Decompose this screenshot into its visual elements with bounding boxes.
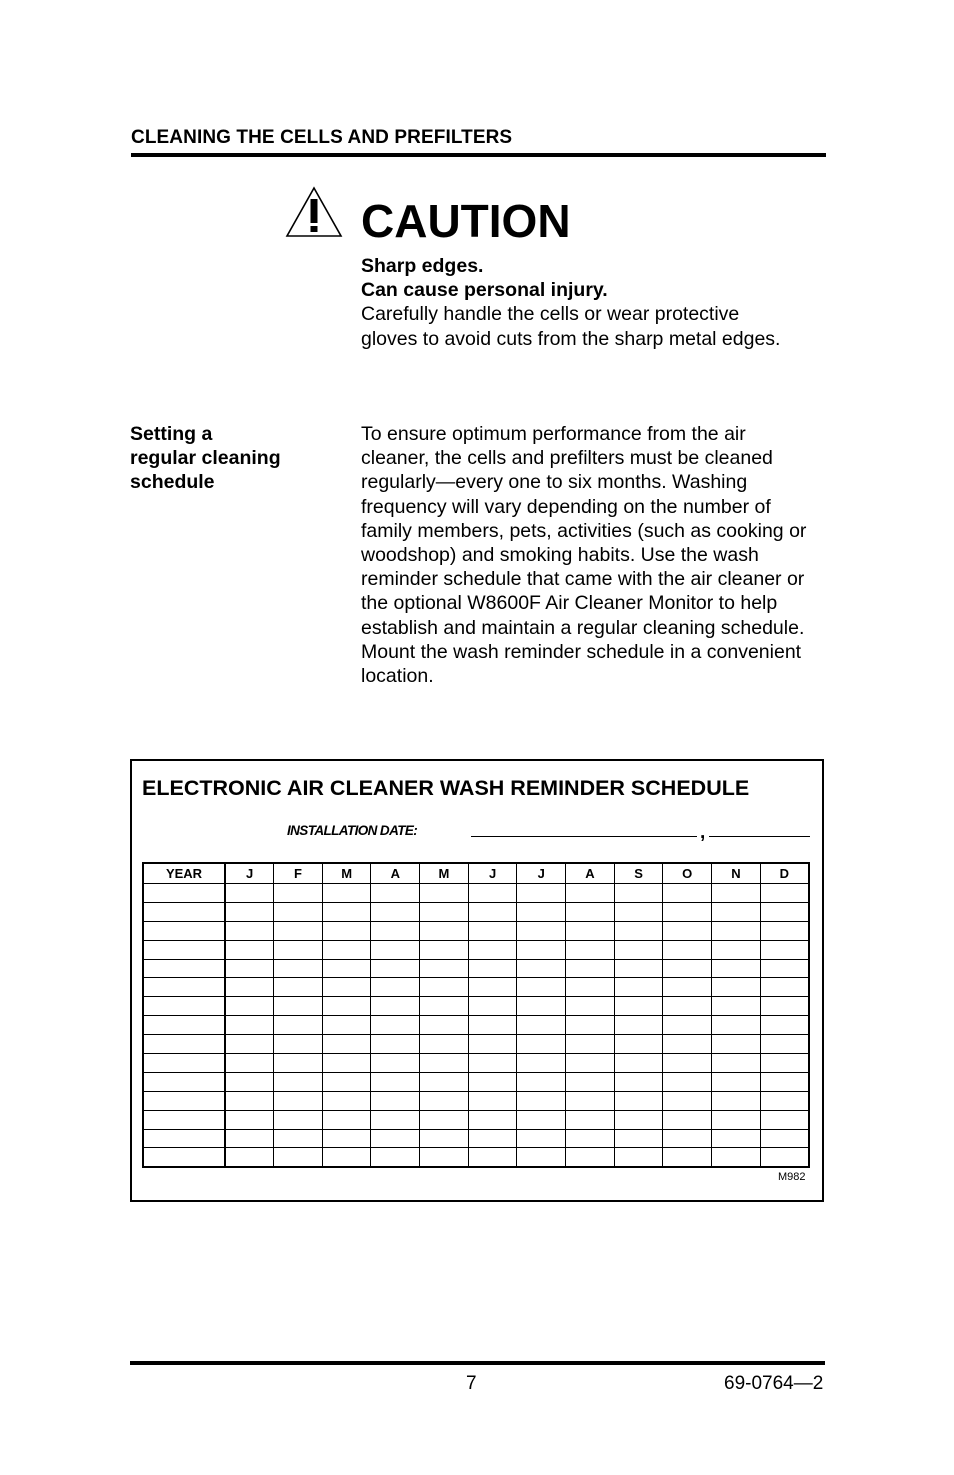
schedule-title: ELECTRONIC AIR CLEANER WASH REMINDER SCHEDULE [142, 776, 750, 800]
month-cell[interactable] [468, 1072, 517, 1091]
month-cell[interactable] [614, 921, 663, 940]
month-cell[interactable] [517, 1110, 566, 1129]
month-cell[interactable] [566, 1016, 615, 1035]
month-cell[interactable] [274, 940, 323, 959]
month-cell[interactable] [225, 1035, 274, 1054]
month-cell[interactable] [760, 902, 809, 921]
month-cell[interactable] [663, 1035, 712, 1054]
year-cell[interactable] [143, 921, 225, 940]
month-cell[interactable] [760, 959, 809, 978]
month-cell[interactable] [420, 997, 469, 1016]
month-cell[interactable] [712, 1129, 761, 1148]
month-cell[interactable] [614, 997, 663, 1016]
month-cell[interactable] [274, 1054, 323, 1073]
month-cell[interactable] [517, 959, 566, 978]
header-row [143, 863, 809, 884]
month-cell[interactable] [712, 921, 761, 940]
month-cell[interactable] [712, 997, 761, 1016]
date-comma: , [700, 822, 706, 843]
month-cell[interactable] [760, 1129, 809, 1148]
table-row [143, 1016, 809, 1035]
col-mar: M [322, 863, 371, 884]
month-cell[interactable] [420, 1072, 469, 1091]
month-cell[interactable] [274, 1129, 323, 1148]
month-cell[interactable] [760, 884, 809, 903]
month-cell[interactable] [371, 1072, 420, 1091]
month-cell[interactable] [614, 1129, 663, 1148]
month-cell[interactable] [712, 1110, 761, 1129]
month-cell[interactable] [663, 921, 712, 940]
month-cell[interactable] [468, 1110, 517, 1129]
month-cell[interactable] [420, 1035, 469, 1054]
month-cell[interactable] [371, 1110, 420, 1129]
schedule-grid [142, 862, 810, 1168]
month-cell[interactable] [468, 1016, 517, 1035]
year-cell[interactable] [143, 940, 225, 959]
month-cell[interactable] [225, 940, 274, 959]
month-cell[interactable] [712, 978, 761, 997]
month-cell[interactable] [663, 940, 712, 959]
section-title: CLEANING THE CELLS AND PREFILTERS [131, 127, 513, 148]
col-dec: D [760, 863, 809, 884]
month-cell[interactable] [760, 1072, 809, 1091]
month-cell[interactable] [614, 1016, 663, 1035]
month-cell[interactable] [517, 940, 566, 959]
col-oct: O [663, 863, 712, 884]
month-cell[interactable] [322, 1035, 371, 1054]
col-nov: N [712, 863, 761, 884]
month-cell[interactable] [566, 1054, 615, 1073]
month-cell[interactable] [468, 1148, 517, 1167]
figure-code: M982 [778, 1171, 806, 1183]
table-row [143, 959, 809, 978]
month-cell[interactable] [468, 978, 517, 997]
month-cell[interactable] [663, 1054, 712, 1073]
month-cell[interactable] [225, 884, 274, 903]
month-cell[interactable] [371, 884, 420, 903]
month-cell[interactable] [712, 959, 761, 978]
month-cell[interactable] [517, 1035, 566, 1054]
side-heading: Setting a regular cleaning schedule [130, 423, 281, 494]
table-row [143, 997, 809, 1016]
year-cell[interactable] [143, 997, 225, 1016]
doc-number: 69-0764—2 [724, 1373, 824, 1394]
month-cell[interactable] [566, 1072, 615, 1091]
month-cell[interactable] [371, 997, 420, 1016]
month-cell[interactable] [420, 978, 469, 997]
month-cell[interactable] [517, 884, 566, 903]
top-rule [131, 153, 826, 157]
month-cell[interactable] [566, 1091, 615, 1110]
month-cell[interactable] [322, 1072, 371, 1091]
col-jun: J [468, 863, 517, 884]
month-cell[interactable] [274, 1072, 323, 1091]
month-cell[interactable] [371, 959, 420, 978]
month-cell[interactable] [420, 1110, 469, 1129]
col-jul: J [517, 863, 566, 884]
month-cell[interactable] [614, 1091, 663, 1110]
month-cell[interactable] [517, 978, 566, 997]
month-cell[interactable] [274, 978, 323, 997]
month-cell[interactable] [566, 902, 615, 921]
col-sep: S [614, 863, 663, 884]
col-jan: J [225, 863, 274, 884]
month-cell[interactable] [712, 1148, 761, 1167]
month-cell[interactable] [322, 959, 371, 978]
month-cell[interactable] [566, 940, 615, 959]
month-cell[interactable] [225, 1072, 274, 1091]
month-cell[interactable] [371, 1091, 420, 1110]
col-aug: A [566, 863, 615, 884]
month-cell[interactable] [322, 1091, 371, 1110]
month-cell[interactable] [274, 1148, 323, 1167]
month-cell[interactable] [517, 921, 566, 940]
installation-date-line[interactable] [471, 836, 697, 837]
month-cell[interactable] [420, 1016, 469, 1035]
month-cell[interactable] [371, 902, 420, 921]
month-cell[interactable] [371, 978, 420, 997]
month-cell[interactable] [517, 997, 566, 1016]
month-cell[interactable] [468, 959, 517, 978]
installation-year-line[interactable] [709, 836, 810, 837]
year-cell[interactable] [143, 1035, 225, 1054]
col-feb: F [274, 863, 323, 884]
month-cell[interactable] [274, 1110, 323, 1129]
year-cell[interactable] [143, 1054, 225, 1073]
month-cell[interactable] [322, 884, 371, 903]
month-cell[interactable] [760, 1035, 809, 1054]
month-cell[interactable] [663, 1148, 712, 1167]
year-cell[interactable] [143, 1148, 225, 1167]
month-cell[interactable] [274, 902, 323, 921]
month-cell[interactable] [663, 1016, 712, 1035]
month-cell[interactable] [371, 940, 420, 959]
caution-heading: CAUTION [361, 195, 571, 247]
year-cell[interactable] [143, 1110, 225, 1129]
month-cell[interactable] [517, 1148, 566, 1167]
month-cell[interactable] [614, 1148, 663, 1167]
month-cell[interactable] [274, 1016, 323, 1035]
month-cell[interactable] [468, 1035, 517, 1054]
year-cell[interactable] [143, 1091, 225, 1110]
table-row [143, 921, 809, 940]
year-cell[interactable] [143, 902, 225, 921]
year-cell[interactable] [143, 1129, 225, 1148]
table-row [143, 1091, 809, 1110]
month-cell[interactable] [712, 1072, 761, 1091]
month-cell[interactable] [760, 940, 809, 959]
year-cell[interactable] [143, 1016, 225, 1035]
month-cell[interactable] [420, 1129, 469, 1148]
month-cell[interactable] [663, 997, 712, 1016]
month-cell[interactable] [371, 1035, 420, 1054]
month-cell[interactable] [517, 1072, 566, 1091]
month-cell[interactable] [420, 1054, 469, 1073]
month-cell[interactable] [566, 1110, 615, 1129]
month-cell[interactable] [760, 978, 809, 997]
warning-triangle-icon [285, 186, 343, 238]
month-cell[interactable] [517, 1091, 566, 1110]
month-cell[interactable] [322, 921, 371, 940]
month-cell[interactable] [420, 959, 469, 978]
month-cell[interactable] [322, 940, 371, 959]
month-cell[interactable] [760, 1091, 809, 1110]
table-row [143, 1110, 809, 1129]
month-cell[interactable] [614, 940, 663, 959]
page-number: 7 [466, 1373, 477, 1394]
month-cell[interactable] [468, 884, 517, 903]
month-cell[interactable] [274, 884, 323, 903]
year-cell[interactable] [143, 1072, 225, 1091]
month-cell[interactable] [614, 902, 663, 921]
month-cell[interactable] [566, 921, 615, 940]
month-cell[interactable] [663, 1091, 712, 1110]
month-cell[interactable] [274, 1035, 323, 1054]
table-row [143, 1129, 809, 1148]
month-cell[interactable] [322, 1054, 371, 1073]
year-cell[interactable] [143, 884, 225, 903]
month-cell[interactable] [225, 997, 274, 1016]
month-cell[interactable] [760, 921, 809, 940]
caution-body [361, 254, 801, 351]
month-cell[interactable] [663, 1072, 712, 1091]
col-apr: A [371, 863, 420, 884]
month-cell[interactable] [468, 940, 517, 959]
month-cell[interactable] [225, 1091, 274, 1110]
month-cell[interactable] [420, 884, 469, 903]
month-cell[interactable] [566, 959, 615, 978]
month-cell[interactable] [663, 902, 712, 921]
col-may: M [420, 863, 469, 884]
month-cell[interactable] [468, 997, 517, 1016]
month-cell[interactable] [371, 1054, 420, 1073]
month-cell[interactable] [322, 978, 371, 997]
month-cell[interactable] [420, 1148, 469, 1167]
year-cell[interactable] [143, 978, 225, 997]
table-row [143, 978, 809, 997]
table-row [143, 940, 809, 959]
month-cell[interactable] [663, 959, 712, 978]
month-cell[interactable] [225, 1148, 274, 1167]
month-cell[interactable] [322, 1129, 371, 1148]
table-row [143, 884, 809, 903]
table-row [143, 1054, 809, 1073]
month-cell[interactable] [712, 884, 761, 903]
caution-line-1: Sharp edges. [361, 255, 484, 277]
month-cell[interactable] [712, 1054, 761, 1073]
month-cell[interactable] [274, 921, 323, 940]
month-cell[interactable] [712, 1035, 761, 1054]
installation-date-label: INSTALLATION DATE: [287, 823, 418, 838]
month-cell[interactable] [566, 978, 615, 997]
month-cell[interactable] [663, 1129, 712, 1148]
month-cell[interactable] [517, 1129, 566, 1148]
month-cell[interactable] [225, 1016, 274, 1035]
body-paragraph: To ensure optimum performance from the air cleaner, the cells and prefilters must be cleaned regularly—every one to six months. Washing frequency will vary depending on the number of family members, pets, activities (such as cooking or woodshop) and smoking habits. Use the wash reminder schedule that came with the air cleaner or the optional W8600F Air Cleaner Monitor to help establish and maintain a regular cleaning schedule. Mount the wash reminder schedule in a convenient location. [361, 423, 807, 688]
month-cell[interactable] [760, 1148, 809, 1167]
month-cell[interactable] [663, 1110, 712, 1129]
month-cell[interactable] [663, 884, 712, 903]
month-cell[interactable] [322, 902, 371, 921]
month-cell[interactable] [225, 921, 274, 940]
month-cell[interactable] [371, 1016, 420, 1035]
month-cell[interactable] [517, 902, 566, 921]
month-cell[interactable] [420, 1091, 469, 1110]
month-cell[interactable] [517, 1016, 566, 1035]
year-cell[interactable] [143, 959, 225, 978]
month-cell[interactable] [274, 1091, 323, 1110]
caution-line-2: Can cause personal injury. [361, 279, 608, 302]
caution-text: Carefully handle the cells or wear protective gloves to avoid cuts from the sharp metal edges. [361, 303, 781, 350]
month-cell[interactable] [468, 1054, 517, 1073]
month-cell[interactable] [468, 1091, 517, 1110]
month-cell[interactable] [468, 921, 517, 940]
month-cell[interactable] [760, 997, 809, 1016]
month-cell[interactable] [322, 1110, 371, 1129]
month-cell[interactable] [614, 1110, 663, 1129]
month-cell[interactable] [468, 902, 517, 921]
month-cell[interactable] [322, 1016, 371, 1035]
month-cell[interactable] [760, 1054, 809, 1073]
month-cell[interactable] [225, 978, 274, 997]
month-cell[interactable] [420, 921, 469, 940]
month-cell[interactable] [468, 1129, 517, 1148]
month-cell[interactable] [566, 1148, 615, 1167]
month-cell[interactable] [614, 1072, 663, 1091]
month-cell[interactable] [566, 1035, 615, 1054]
month-cell[interactable] [566, 1129, 615, 1148]
month-cell[interactable] [517, 1054, 566, 1073]
table-row [143, 1035, 809, 1054]
month-cell[interactable] [614, 1054, 663, 1073]
month-cell[interactable] [322, 1148, 371, 1167]
schedule-table [142, 862, 810, 1168]
month-cell[interactable] [274, 959, 323, 978]
month-cell[interactable] [712, 940, 761, 959]
month-cell[interactable] [225, 902, 274, 921]
month-cell[interactable] [614, 959, 663, 978]
month-cell[interactable] [420, 940, 469, 959]
month-cell[interactable] [371, 1148, 420, 1167]
month-cell[interactable] [371, 1129, 420, 1148]
month-cell[interactable] [760, 1016, 809, 1035]
month-cell[interactable] [420, 902, 469, 921]
month-cell[interactable] [225, 1110, 274, 1129]
table-row [143, 902, 809, 921]
month-cell[interactable] [712, 1016, 761, 1035]
month-cell[interactable] [760, 1110, 809, 1129]
month-cell[interactable] [614, 978, 663, 997]
month-cell[interactable] [566, 997, 615, 1016]
month-cell[interactable] [712, 1091, 761, 1110]
month-cell[interactable] [663, 978, 712, 997]
month-cell[interactable] [614, 884, 663, 903]
month-cell[interactable] [225, 1129, 274, 1148]
month-cell[interactable] [274, 997, 323, 1016]
schedule-body [143, 884, 809, 1168]
col-year: YEAR [143, 863, 225, 884]
month-cell[interactable] [322, 997, 371, 1016]
month-cell[interactable] [225, 1054, 274, 1073]
month-cell[interactable] [371, 921, 420, 940]
month-cell[interactable] [225, 959, 274, 978]
table-row [143, 1072, 809, 1091]
month-cell[interactable] [614, 1035, 663, 1054]
bottom-rule [130, 1361, 825, 1365]
month-cell[interactable] [712, 902, 761, 921]
month-cell[interactable] [566, 884, 615, 903]
table-row [143, 1148, 809, 1167]
